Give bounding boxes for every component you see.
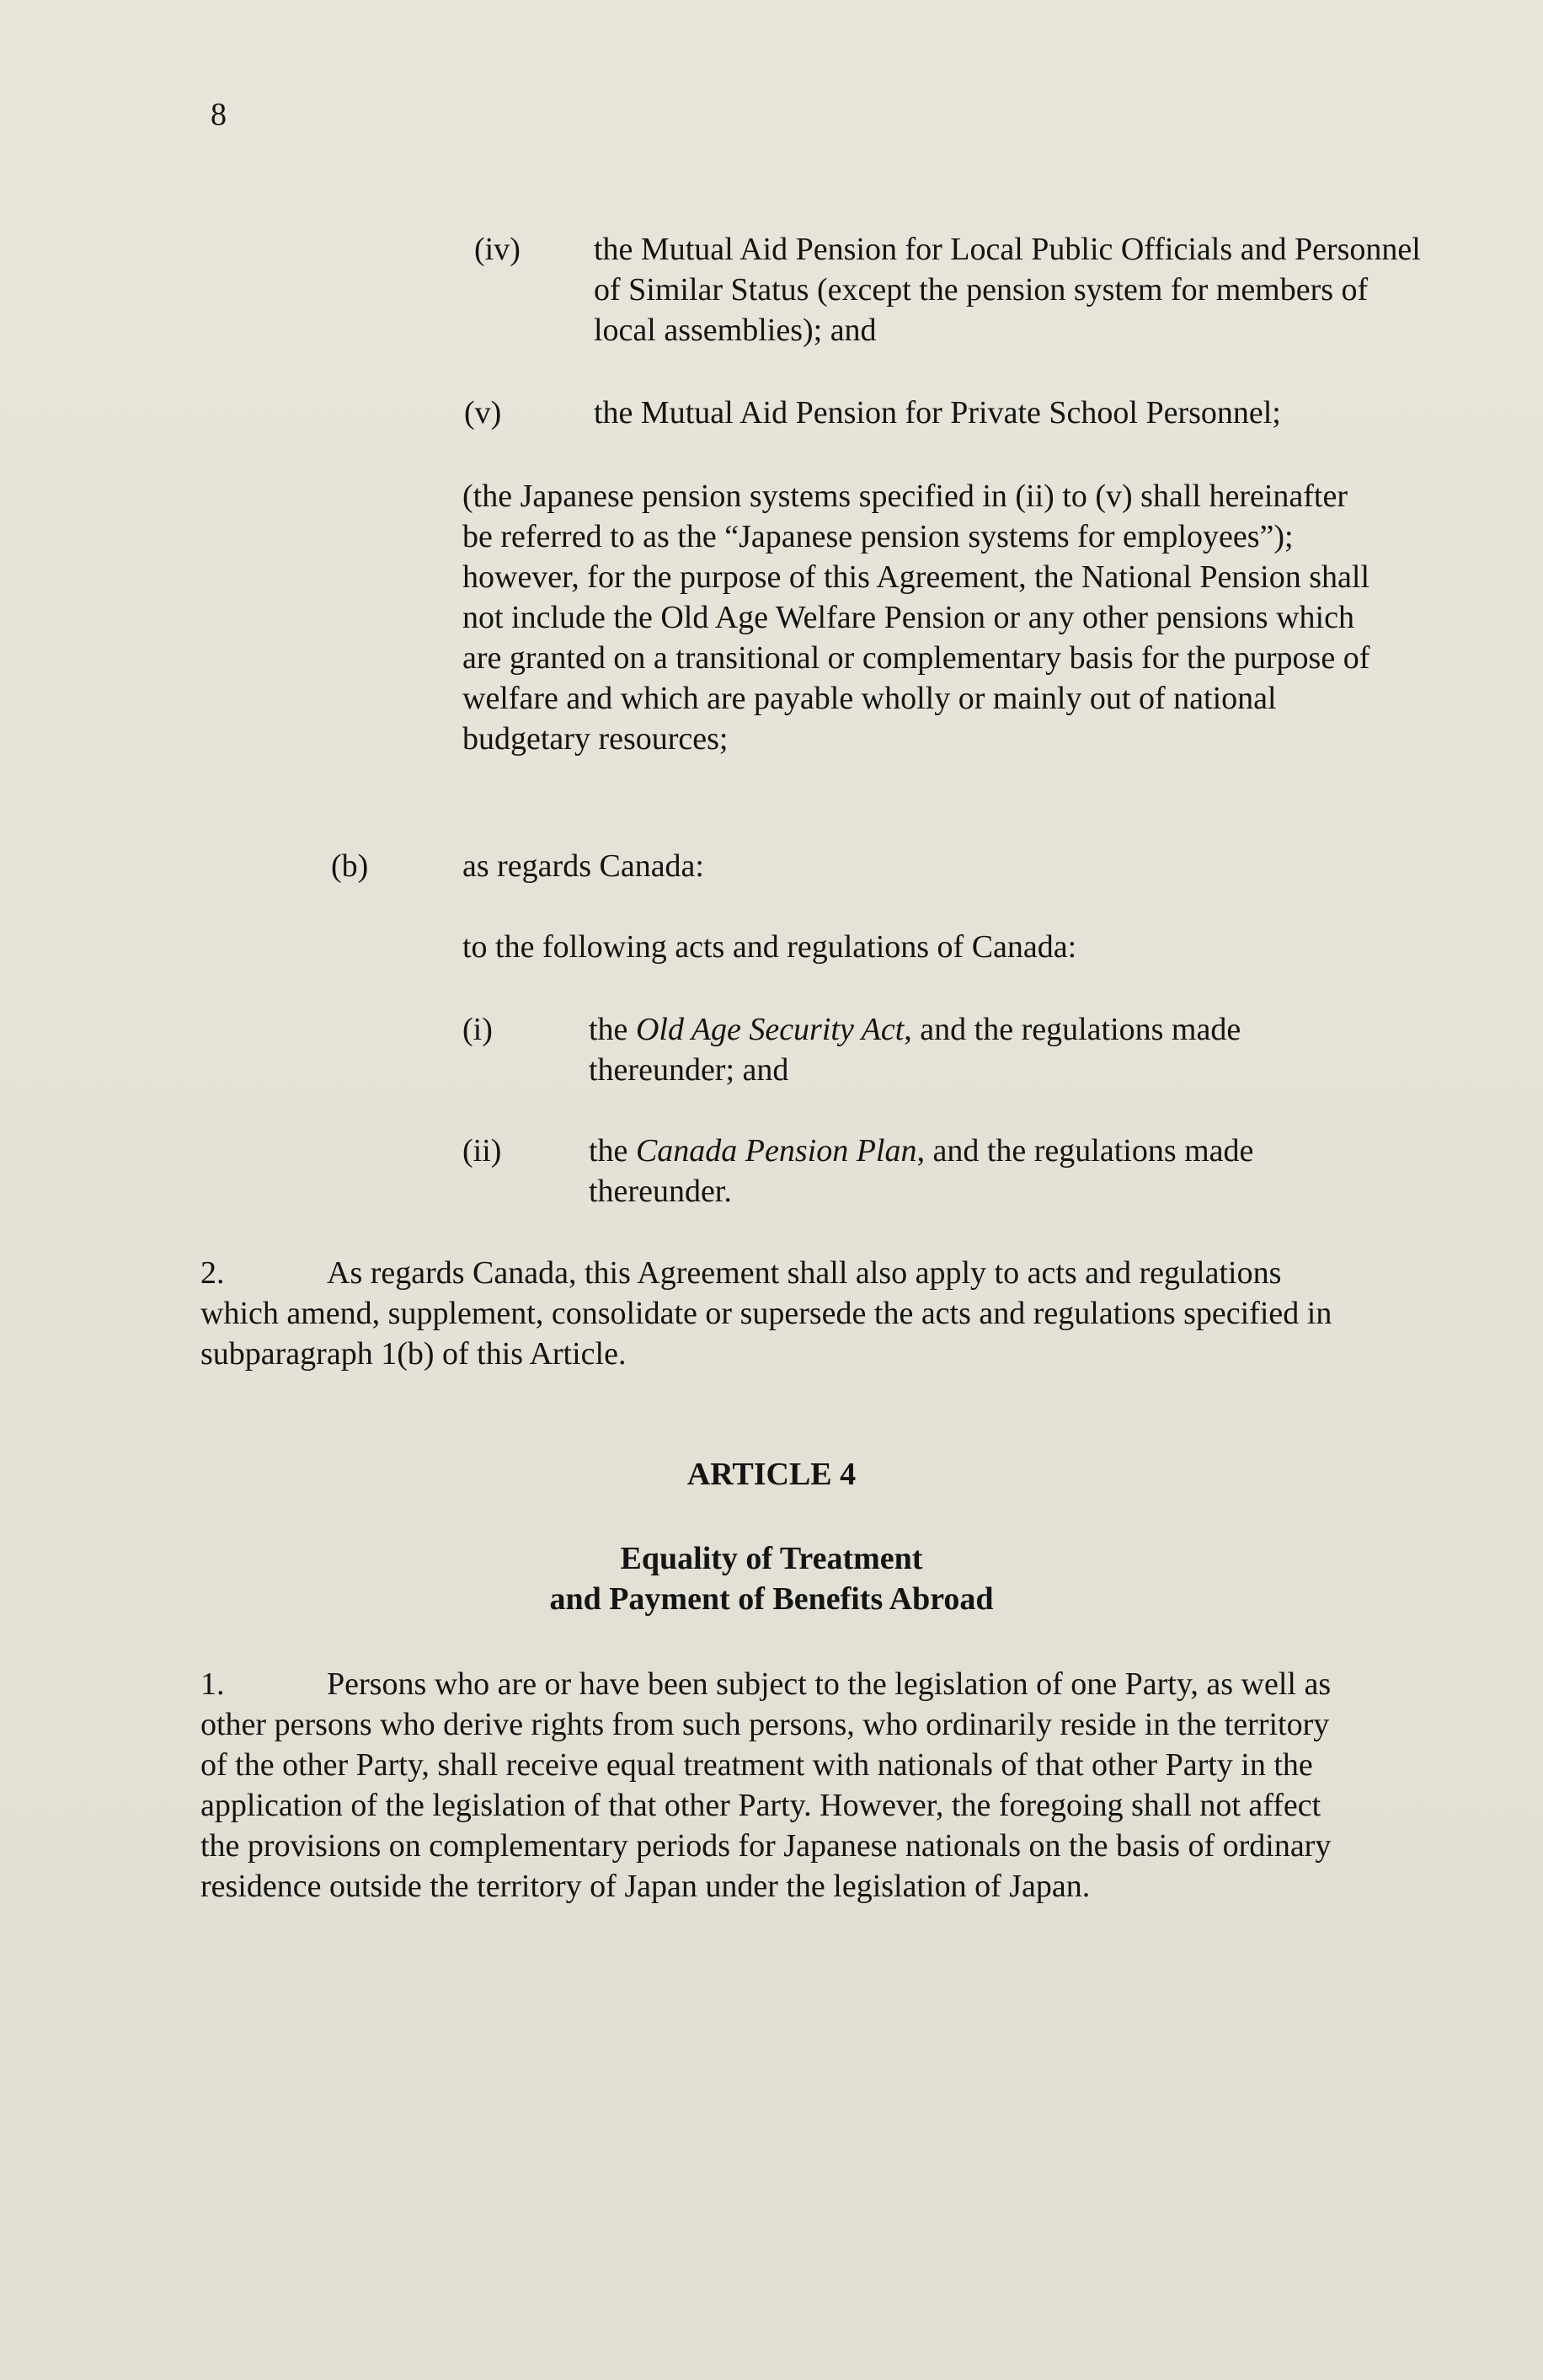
canada-item-ii-post: , and the regulations made thereunder. xyxy=(589,1133,1254,1209)
canada-item-i-label: (i) xyxy=(462,1012,493,1047)
article-4-paragraph-1-number: 1. xyxy=(200,1666,225,1702)
paragraph-2 xyxy=(200,1253,1363,1374)
article-title-line-2: and Payment of Benefits Abroad xyxy=(549,1581,994,1617)
canada-item-ii-pre: the xyxy=(589,1133,636,1169)
page-number: 8 xyxy=(211,97,227,132)
article-title-line-1: Equality of Treatment xyxy=(620,1541,923,1576)
canada-pension-plan-title: Canada Pension Plan xyxy=(635,1133,917,1169)
article-title xyxy=(0,1538,1543,1619)
canada-item-i-pre: the xyxy=(589,1012,636,1047)
canada-acts-intro: to the following acts and regulations of Canada: xyxy=(462,929,1077,965)
item-v-label: (v) xyxy=(464,395,502,431)
canada-item-ii-label: (ii) xyxy=(462,1133,502,1169)
article-4-paragraph-1 xyxy=(200,1664,1363,1907)
article-heading: ARTICLE 4 xyxy=(686,1457,857,1492)
item-b-text: as regards Canada: xyxy=(462,848,704,884)
old-age-security-act-title: Old Age Security Act xyxy=(635,1012,905,1047)
japanese-pension-systems-note: (the Japanese pension systems specified in (ii) to (v) shall hereinafter be referred to as the “Japanese pension systems for employees”); however, for the purpose of this Agreement, the National Pension shall not include the Old Age Welfare Pension or any other pensions which are granted on a transitional or complementary basis for the purpose of welfare and which are payable wholly or mainly out of national budgetary resources; xyxy=(462,479,1370,757)
paragraph-2-number: 2. xyxy=(200,1255,225,1291)
paragraph-2-text: As regards Canada, this Agreement shall also apply to acts and regulations which amend, supplement, consolidate or supersede the acts and regulations specified in subparagraph 1(b) of this Article. xyxy=(200,1255,1332,1372)
item-iv-text: the Mutual Aid Pension for Local Public Officials and Personnel of Similar Status (except the pension system for members of local assemblies); and xyxy=(594,232,1421,348)
article-4-paragraph-1-text: Persons who are or have been subject to the legislation of one Party, as well as other persons who derive rights from such persons, who ordinarily reside in the territory of the other Party, shall receive equal treatment with nationals of that other Party in the application of the legislation of that other Party. However, the foregoing shall not affect the provisions on complementary periods for Japanese nationals on the basis of ordinary residence outside the territory of Japan under the legislation of Japan. xyxy=(200,1666,1332,1904)
canada-item-ii-text xyxy=(589,1131,1364,1211)
canada-item-i-text xyxy=(589,1009,1364,1090)
canada-item-i-post: , and the regulations made thereunder; and xyxy=(589,1012,1241,1088)
item-b-label: (b) xyxy=(331,848,369,884)
item-v-text: the Mutual Aid Pension for Private School Personnel; xyxy=(594,395,1281,431)
item-iv-label: (iv) xyxy=(474,232,521,267)
